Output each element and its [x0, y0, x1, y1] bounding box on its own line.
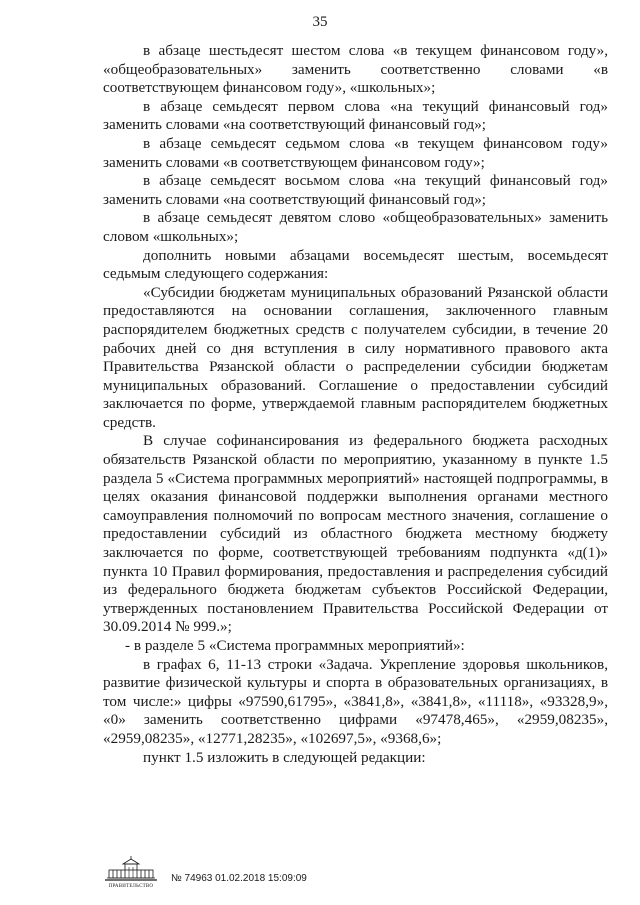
- footer: [103, 856, 403, 896]
- paragraph-8: В случае софинансирования из федерального бюджета расходных обязательств Рязанской области по мероприятию, указанному в пункте 1.5 раздела 5 «Система программных мероприятий» настоящей подпрограммы, в целях оказания финансовой поддержки выполнения органами местного самоуправления полномочий по вопросам местного значения, соглашение о предоставлении субсидий из областного бюджета местному бюджету заключается по форме, соответствующей требованиям подпункта «д(1)» пункта 10 Правил формирования, предоставления и распределения субсидий из федерального бюджета бюджетам субъектов Российской Федерации, утвержденных постановлением Правительства Российской Федерации от 30.09.2014 № 999.»;: [103, 432, 608, 636]
- paragraph-10: в графах 6, 11-13 строки «Задача. Укрепление здоровья школьников, развитие физической культуры и спорта в образовательных организациях, в том числе:» цифры «97590,61795», «3841,8», «3841,8», «11118», «93328,9», «0» заменить соответственно цифрами «97478,465», «2959,08235», «2959,08235», «12771,28235», «102697,5», «9368,6»;: [103, 655, 608, 747]
- paragraph-11: пункт 1.5 изложить в следующей редакции:: [143, 748, 426, 766]
- paragraph-3: в абзаце семьдесят седьмом слова «в текущем финансовом году» заменить словами «в соответствующем финансовом году»;: [103, 134, 608, 171]
- document-body: [103, 42, 608, 767]
- paragraph-9: - в разделе 5 «Система программных мероприятий»:: [125, 637, 465, 654]
- paragraph-1: в абзаце шестьдесят шестом слова «в текущем финансовом году», «общеобразовательных» заменить соответственно словами «в соответствующем финансовом году», «школьных»;: [103, 42, 608, 97]
- government-building-logo-icon: [103, 856, 159, 886]
- logo-caption: ПРАВИТЕЛЬСТВО: [108, 884, 154, 889]
- paragraph-6: дополнить новыми абзацами восемьдесят шестым, восемьдесят седьмым следующего содержания:: [103, 246, 608, 283]
- page-number: 35: [312, 14, 328, 30]
- paragraph-5: в абзаце семьдесят девятом слово «общеобразовательных» заменить словом «школьных»;: [103, 209, 608, 245]
- paragraph-7: «Субсидии бюджетам муниципальных образований Рязанской области предоставляются на основании соглашения, заключенного главным распорядителем бюджетных средств с получателем субсидии, в течение 20 рабочих дней со дня вступления в силу нормативного правового акта Правительства Рязанской области о распределении субсидии бюджетам муниципальных образований. Соглашение о предоставлении субсидий заключается по форме, утверждаемой главным распорядителем бюджетных средств.: [103, 283, 608, 431]
- paragraph-4: в абзаце семьдесят восьмом слова «на текущий финансовый год» заменить словами «на соответствующий финансовый год»;: [103, 172, 608, 208]
- registration-stamp: № 74963 01.02.2018 15:09:09: [171, 873, 307, 884]
- paragraph-2: в абзаце семьдесят первом слова «на текущий финансовый год» заменить словами «на соответствующий финансовый год»;: [103, 97, 608, 134]
